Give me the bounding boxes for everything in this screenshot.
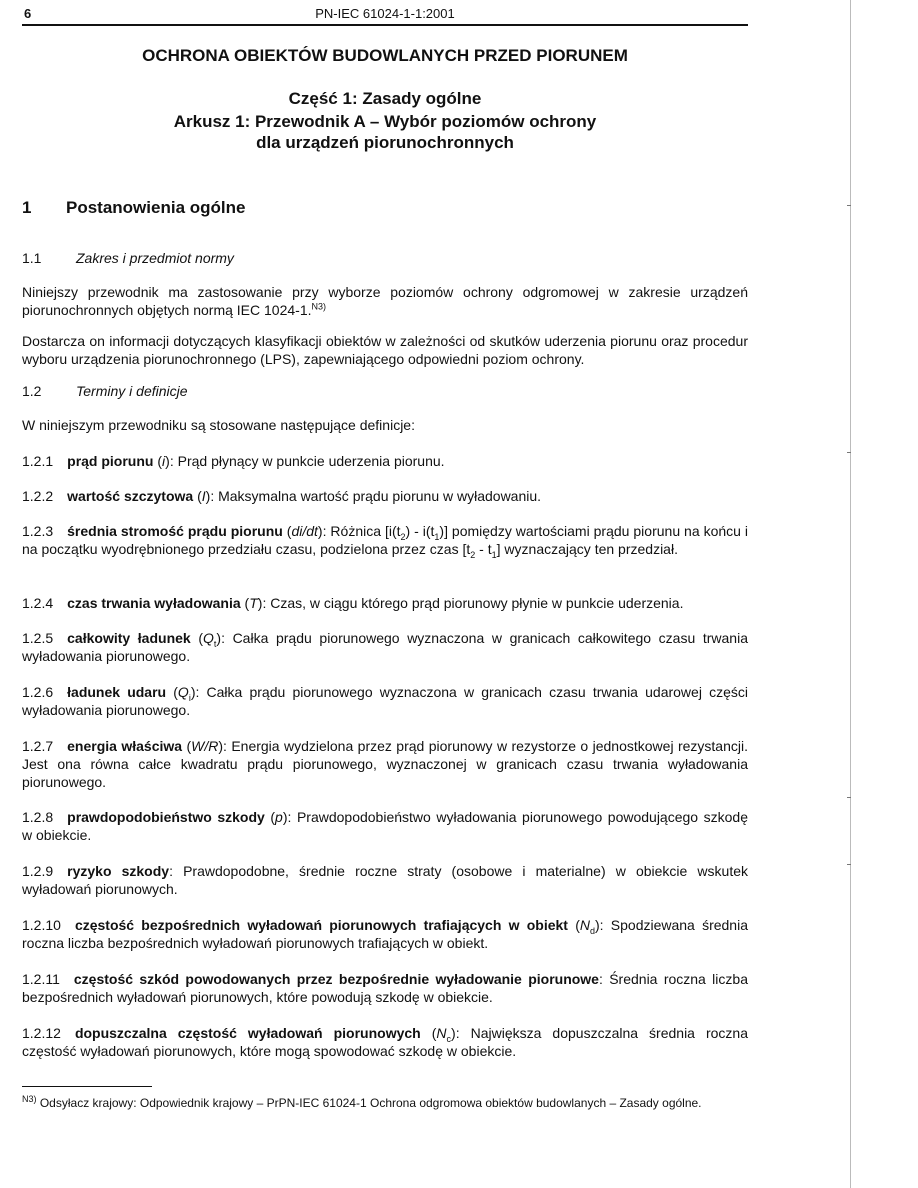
definition: 1.2.6 ładunek udaru $(Q_i)$: Całka prądu piorunowego wyznaczona w granicach czasu trwania udarowej części wyładowania piorunowego. xyxy=(22,684,748,718)
definition: 1.2.9 ryzyko szkody: Prawdopodobne, średnie roczne straty (osobowe i materialne) w obiekcie wskutek wyładowań piorunowych. xyxy=(22,863,748,897)
definition: 1.2.3 średnia stromość prądu piorunu (di/dt): Różnica $[i(t_2) - i(t_1)]$ pomiędzy wartościami prądu piorunu na końcu i na początku wyodrębnionego przedziału czasu, podzielona przez czas $[t_2 - t_1]$ wyznaczający ten przedział. xyxy=(22,523,748,560)
page-header xyxy=(22,5,748,25)
footnote-text: Odsyłacz krajowy: Odpowiednik krajowy – PrPN-IEC 61024-1 Ochrona odgromowa obiektów budowlanych – Zasady ogólne. xyxy=(36,1096,702,1110)
part-title: Część 1: Zasady ogólne xyxy=(288,89,482,108)
main-title: OCHRONA OBIEKTÓW BUDOWLANYCH PRZED PIORUNEM xyxy=(142,46,628,65)
page-number: 6 xyxy=(24,6,32,21)
definition: 1.2.2 wartość szczytowa (I): Maksymalna wartość prądu piorunu w wyładowaniu. xyxy=(22,488,542,504)
standard-code: PN-IEC 61024-1-1:2001 xyxy=(315,6,455,21)
paragraph: Dostarcza on informacji dotyczących klasyfikacji obiektów w zależności od skutków uderzenia piorunu oraz procedur wyboru urządzenia piorunochronnego (LPS), zapewniającego odpowiedni poziom ochrony. xyxy=(22,333,748,367)
sheet-title-cont: dla urządzeń piorunochronnych xyxy=(256,133,514,152)
subsection-heading xyxy=(22,250,234,266)
footnote-ref: N3) xyxy=(311,301,327,312)
section-number: 1 xyxy=(22,198,32,217)
definition: 1.2.12 dopuszczalna częstość wyładowań piorunowych $(N_c)$: Największa dopuszczalna średnia roczna częstość wyładowań piorunowych, które mogą spowodować szkodę w obiekcie. xyxy=(22,1025,748,1059)
definition: 1.2.8 prawdopodobieństwo szkody (p): Prawdopodobieństwo wyładowania piorunowego powodującego szkodę w obiekcie. xyxy=(22,809,748,843)
paragraph: W niniejszym przewodniku są stosowane następujące definicje: xyxy=(22,417,415,433)
definition: 1.2.7 energia właściwa (W/R): Energia wydzielona przez prąd piorunowy w rezystorze o jednostkowej rezystancji. Jest ona równa całce kwadratu prądu piorunowego, wyznaczonej w granicach czasu trwania wyładowania piorunowego. xyxy=(22,738,748,790)
edge-mark xyxy=(847,205,851,206)
section-title: Postanowienia ogólne xyxy=(66,198,246,217)
section-heading xyxy=(22,198,245,218)
footnote-rule xyxy=(22,1086,152,1087)
edge-mark xyxy=(847,452,851,453)
subsection-heading xyxy=(22,383,188,399)
footnote xyxy=(22,1096,762,1110)
definition: 1.2.11 częstość szkód powodowanych przez bezpośrednie wyładowanie piorunowe: Średnia roczna liczba bezpośrednich wyładowań piorunowych, które powodują szkodę w obiekcie. xyxy=(22,971,748,1005)
footnote-mark: N3) xyxy=(22,1094,37,1104)
definition: 1.2.4 czas trwania wyładowania (T): Czas, w ciągu którego prąd piorunowy płynie w punkcie uderzenia. xyxy=(22,595,684,611)
definition: 1.2.10 częstość bezpośrednich wyładowań piorunowych trafiających w obiekt $(N_d)$: Spodziewana średnia roczna liczba bezpośrednich wyładowań piorunowych trafiających w obiekt. xyxy=(22,917,748,951)
edge-mark xyxy=(847,797,851,798)
edge-mark xyxy=(847,864,851,865)
definition: 1.2.1 prąd piorunu (i): Prąd płynący w punkcie uderzenia piorunu. xyxy=(22,453,445,469)
subsection-number: 1.2 xyxy=(22,383,42,399)
page-edge xyxy=(850,0,851,1188)
subsection-number: 1.1 xyxy=(22,250,42,266)
subsection-title: Zakres i przedmiot normy xyxy=(76,250,234,266)
definition: 1.2.5 całkowity ładunek $(Q_t)$: Całka prądu piorunowego wyznaczona w granicach całkowitego czasu trwania wyładowania piorunowego. xyxy=(22,630,748,664)
paragraph: Niniejszy przewodnik ma zastosowanie przy wyborze poziomów ochrony odgromowej w zakresie urządzeń piorunochronnych objętych normą IEC 1024-1.$^{N3)}$ xyxy=(22,284,748,318)
subsection-title: Terminy i definicje xyxy=(76,383,188,399)
sheet-title: Arkusz 1: Przewodnik A – Wybór poziomów ochrony xyxy=(173,112,597,131)
header-rule xyxy=(22,24,748,26)
